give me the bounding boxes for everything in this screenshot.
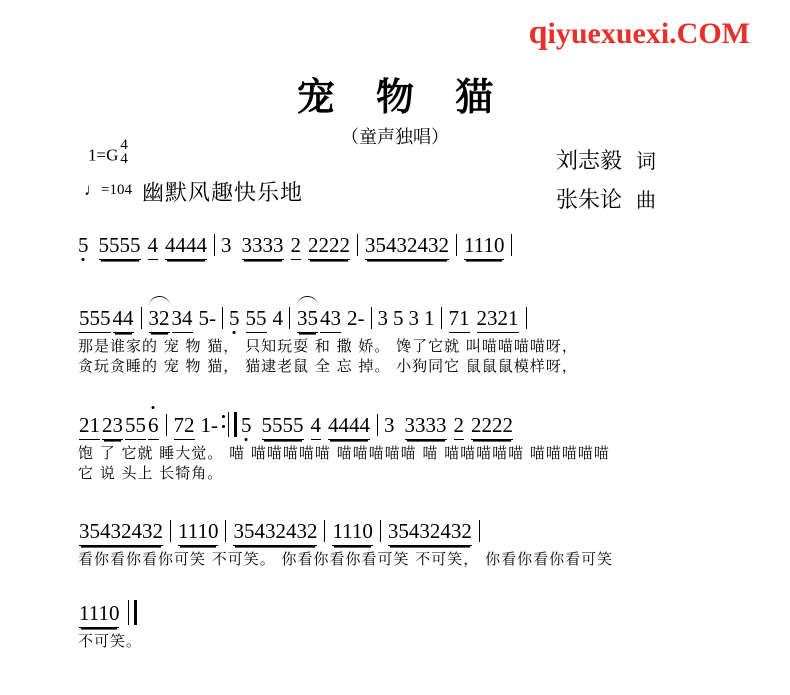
barline: [511, 234, 512, 256]
notation-line: [78, 518, 718, 546]
beamed-group: 1110: [464, 232, 504, 260]
notation-line: [78, 600, 718, 628]
beamed-group: 55: [246, 305, 267, 333]
beamed-group: 555: [79, 305, 111, 333]
lyric-line: 那是谁家的 宠 物 猫， 只知玩耍 和 撒 娇。 馋了它就 叫喵喵喵喵呀，: [78, 337, 578, 355]
beamed-group: 35432432: [365, 232, 449, 260]
barline: [166, 414, 167, 436]
credits-block: [556, 142, 656, 220]
composer-name: 张朱论: [556, 188, 623, 213]
lyric-line: 饱 了 它就 睡大觉。 喵 喵喵喵喵喵 喵喵喵喵喵 喵 喵喵喵喵喵 喵喵喵喵喵: [78, 444, 610, 462]
music-system-5: [78, 600, 718, 651]
beamed-group: 4444: [165, 232, 207, 260]
lyricist-name: 刘志毅: [556, 149, 623, 174]
barline: [526, 307, 527, 329]
barline: [479, 520, 480, 542]
site-watermark: [529, 14, 750, 52]
beamed-group: 2: [291, 232, 302, 260]
beamed-group: 34: [172, 305, 193, 333]
key-label: 1=G: [88, 145, 119, 165]
music-system-2: [78, 305, 718, 376]
barline: [380, 520, 381, 542]
expression-marking: 幽默风趣快乐地: [142, 181, 304, 206]
watermark-body: iyuexuexi: [547, 17, 670, 50]
lyric-line: 看你看你看你可笑 不可笑。 你看你看你看可笑 不可笑， 你看你看你看可笑: [78, 550, 614, 568]
beamed-group: 4: [148, 232, 159, 260]
song-title: 宠 物 猫: [296, 74, 508, 119]
barline: [170, 520, 171, 542]
beamed-group: 4444: [328, 412, 370, 440]
note: 5: [78, 233, 89, 257]
composer-line: [556, 181, 656, 220]
barline: [222, 307, 223, 329]
key-signature: [88, 138, 128, 167]
beamed-group: 3333: [405, 412, 447, 440]
barline: [289, 307, 290, 329]
final-barline: [128, 601, 136, 625]
barline: [371, 307, 372, 329]
beamed-group: 35: [297, 305, 318, 333]
quarter-note-icon: ♩: [84, 180, 101, 199]
barline: [141, 307, 142, 329]
lyricist-line: [556, 142, 656, 181]
lyric-line: 它 说 头上 长犄角。: [78, 464, 224, 482]
music-system-4: [78, 518, 718, 569]
time-signature: [120, 138, 128, 167]
beamed-group: 21: [79, 412, 100, 440]
composer-role: 曲: [636, 188, 657, 212]
lyric-line: 不可笑。: [78, 632, 143, 650]
lyricist-role: 词: [636, 149, 657, 173]
barline: [357, 234, 358, 256]
beamed-group: 35432432: [233, 518, 317, 546]
beamed-group: 32: [149, 305, 170, 333]
beamed-group: 23: [102, 412, 123, 440]
beamed-group: 1110: [178, 518, 218, 546]
beamed-group: 3333: [242, 232, 284, 260]
notation-line: 5 5555 4 4444 3 3333 2 2222 35432432 1110: [78, 232, 718, 260]
watermark-lead: q: [528, 14, 548, 51]
notation-line: 55544 3234 5- 5 55 4 3543 2- 3 5 3 1 71 2321: [78, 305, 718, 333]
music-system-3: [78, 412, 718, 483]
beamed-group: 72: [174, 412, 195, 440]
note: 5: [229, 306, 240, 330]
watermark-domain: .COM: [669, 17, 750, 50]
beamed-group: 55: [125, 412, 146, 440]
beamed-group: 5555: [262, 412, 304, 440]
repeat-end-sign: [222, 413, 236, 437]
beamed-group: 43: [320, 305, 341, 333]
beamed-group: 35432432: [388, 518, 472, 546]
barline: [456, 234, 457, 256]
lyric-line: 贪玩贪睡的 宠 物 猫， 猫逮老鼠 全 忘 掉。 小狗同它 鼠鼠鼠模样呀，: [78, 357, 578, 375]
meter-numerator: 4: [120, 137, 128, 153]
music-system-1: [78, 232, 718, 260]
beamed-group: 1110: [332, 518, 372, 546]
barline: [214, 234, 215, 256]
song-subtitle: （童声独唱）: [341, 127, 449, 148]
beamed-group: 2222: [308, 232, 350, 260]
barline: [324, 520, 325, 542]
beamed-group: 71: [449, 305, 470, 333]
notation-line: 2123556 72 1- 5 5555 4 4444 3 3333 2 2222: [78, 412, 718, 440]
barline: [441, 307, 442, 329]
beamed-group: 4: [311, 412, 322, 440]
beamed-group: 35432432: [79, 518, 163, 546]
beamed-group: 5555: [99, 232, 141, 260]
tempo-marking: [84, 180, 132, 200]
beamed-group: 1110: [79, 600, 119, 628]
beamed-group: 6: [148, 412, 159, 440]
barline: [225, 520, 226, 542]
beamed-group: 2321: [477, 305, 519, 333]
beamed-group: 44: [113, 305, 134, 333]
beamed-group: 2222: [471, 412, 513, 440]
tempo-value: =104: [101, 182, 132, 198]
beamed-group: 2: [454, 412, 465, 440]
note: 5: [241, 413, 252, 437]
meter-denominator: 4: [120, 151, 128, 168]
barline: [377, 414, 378, 436]
